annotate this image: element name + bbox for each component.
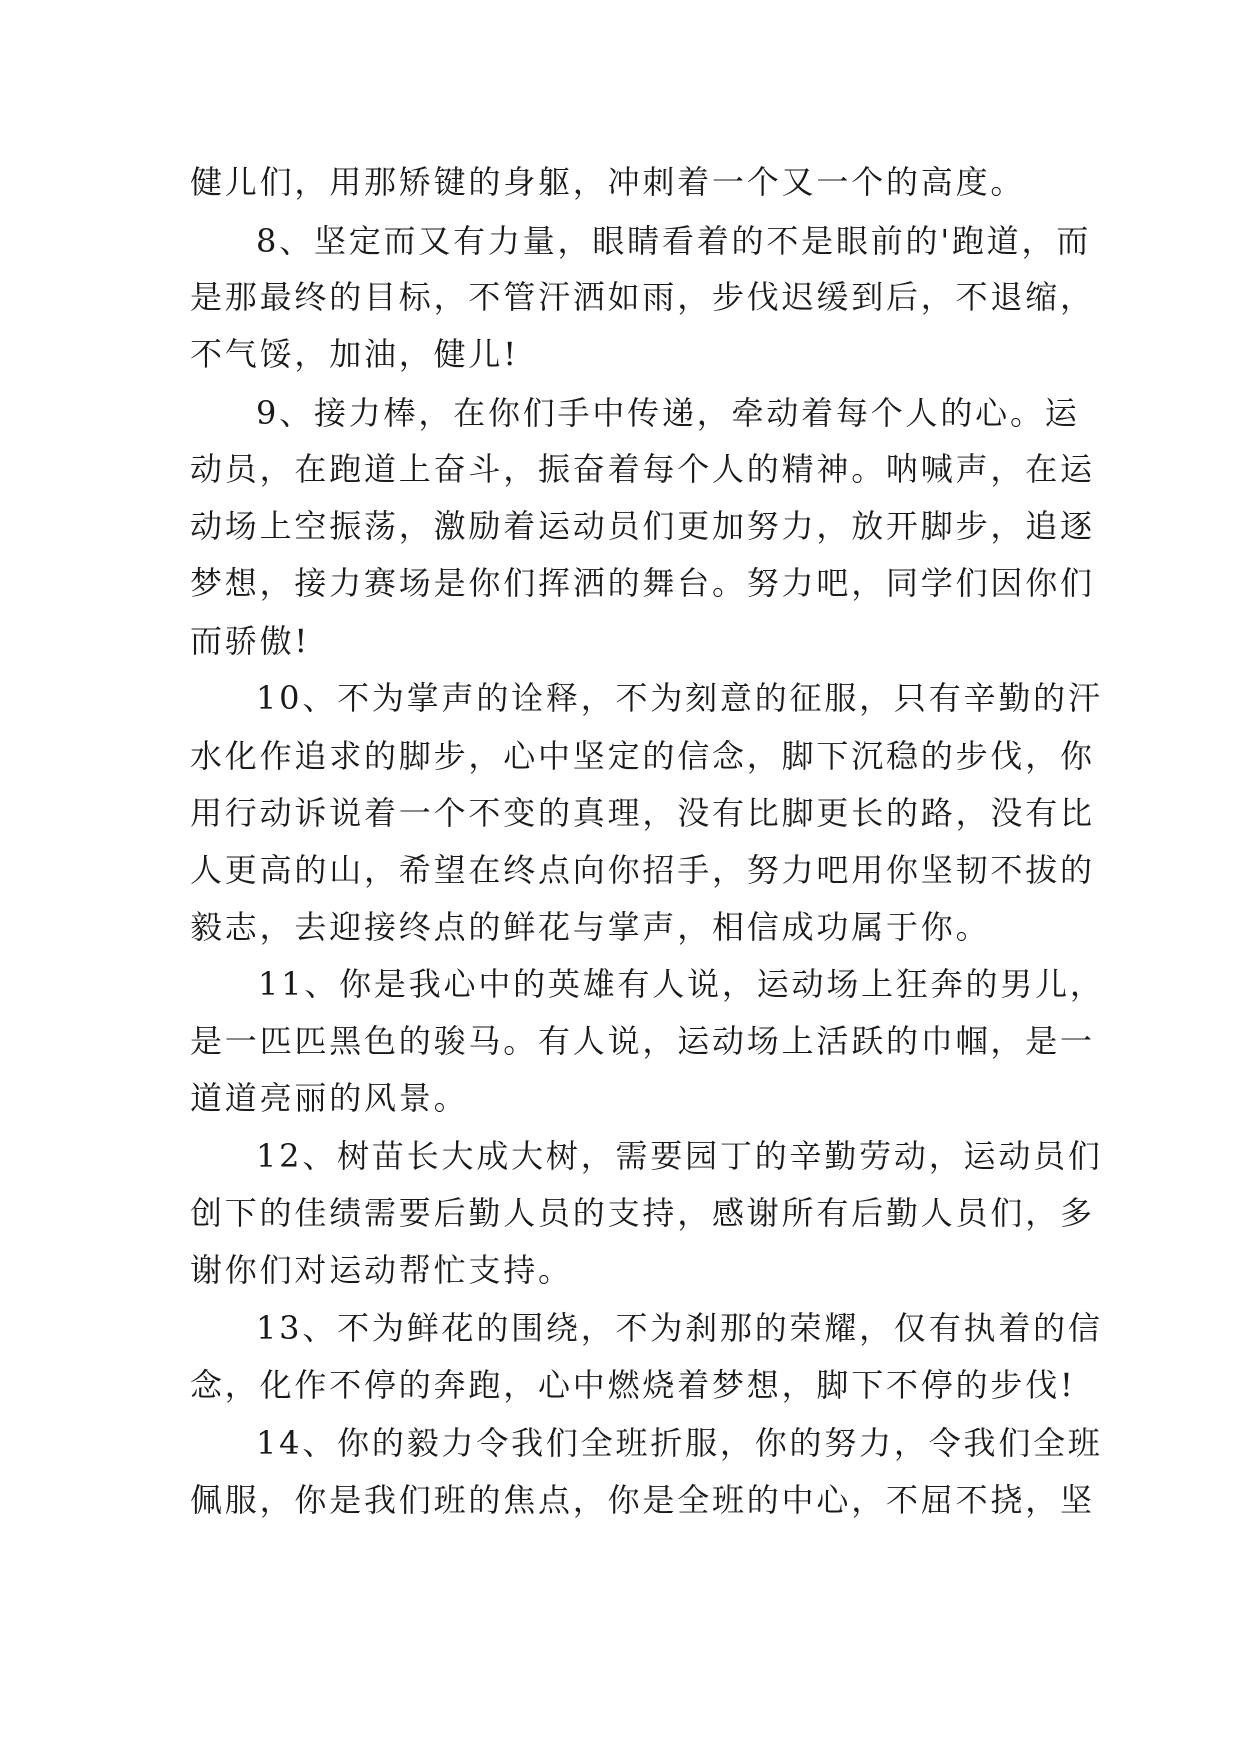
text-line: 谢你们对运动帮忙支持。 (190, 1251, 573, 1289)
text-line: 人更高的山，希望在终点向你招手，努力吧用你坚韧不拔的 (190, 851, 1095, 889)
text-line: 动员，在跑道上奋斗，振奋着每个人的精神。呐喊声，在运 (190, 450, 1095, 488)
text-line: 佩服，你是我们班的焦点，你是全班的中心，不屈不挠，坚 (190, 1481, 1095, 1519)
paragraph-13-start: 13、不为鲜花的围绕，不为刹那的荣耀，仅有执着的信 (256, 1309, 1103, 1347)
text-line: 用行动诉说着一个不变的真理，没有比脚更长的路，没有比 (190, 794, 1095, 832)
text-line: 是那最终的目标，不管汗洒如雨，步伐迟缓到后，不退缩， (190, 278, 1095, 316)
text-line: 梦想，接力赛场是你们挥洒的舞台。努力吧，同学们因你们 (190, 564, 1095, 602)
text-line: 不气馁，加油，健儿! (190, 335, 519, 373)
text-line: 健儿们，用那矫键的身躯，冲刺着一个又一个的高度。 (190, 163, 1026, 201)
paragraph-12-start: 12、树苗长大成大树，需要园丁的辛勤劳动，运动员们 (256, 1137, 1103, 1175)
text-line: 动场上空振荡，激励着运动员们更加努力，放开脚步，追逐 (190, 507, 1095, 545)
text-line: 毅志，去迎接终点的鲜花与掌声，相信成功属于你。 (190, 908, 991, 946)
text-line: 是一匹匹黑色的骏马。有人说，运动场上活跃的巾帼，是一 (190, 1022, 1095, 1060)
paragraph-10-start: 10、不为掌声的诠释，不为刻意的征服，只有辛勤的汗 (256, 679, 1103, 717)
text-line: 创下的佳绩需要后勤人员的支持，感谢所有后勤人员们，多 (190, 1194, 1095, 1232)
text-line: 水化作追求的脚步，心中坚定的信念，脚下沉稳的步伐，你 (190, 737, 1095, 775)
text-line: 而骄傲! (190, 622, 311, 660)
paragraph-9-start: 9、接力棒，在你们手中传递，牵动着每个人的心。运 (256, 394, 1080, 432)
paragraph-8-start: 8、坚定而又有力量，眼睛看着的不是眼前的'跑道，而 (256, 222, 1092, 260)
text-line: 念，化作不停的奔跑，心中燃烧着梦想，脚下不停的步伐! (190, 1366, 1076, 1404)
text-line: 道道亮丽的风景。 (190, 1079, 469, 1117)
paragraph-11-start: 11、你是我心中的英雄有人说，运动场上狂奔的男儿， (258, 965, 1105, 1003)
paragraph-14-start: 14、你的毅力令我们全班折服，你的努力，令我们全班 (256, 1424, 1103, 1462)
